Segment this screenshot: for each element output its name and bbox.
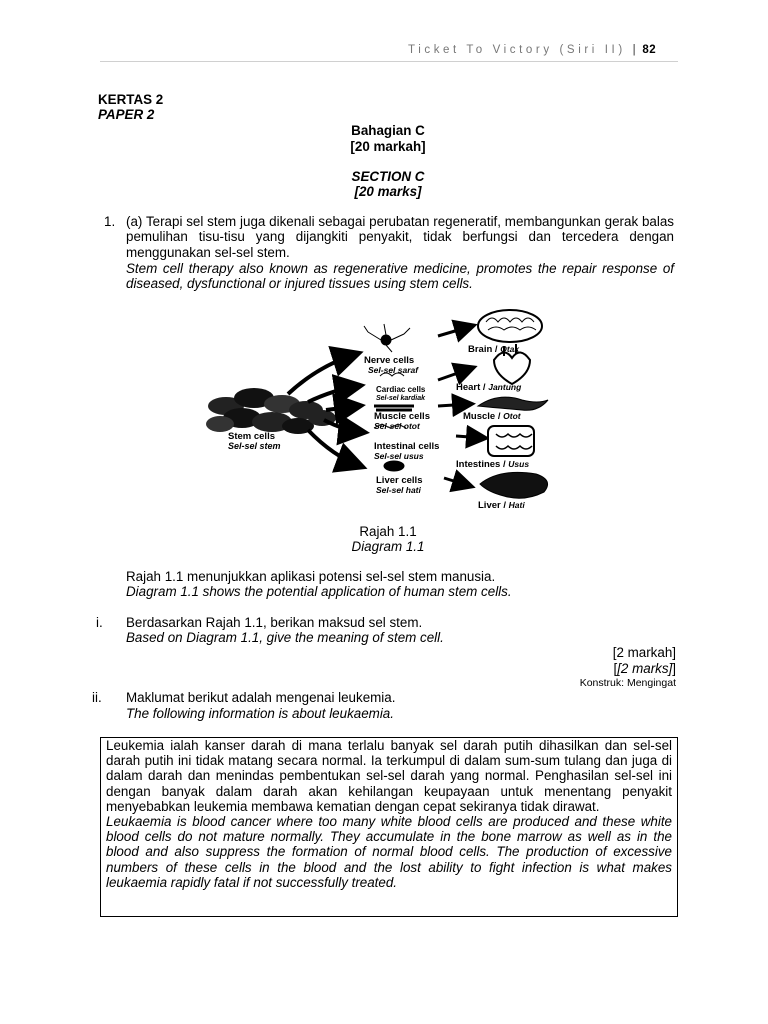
arrow-to-intestines: [456, 436, 484, 438]
intestinal-cells-label: Intestinal cells: [374, 441, 440, 452]
section-title-english: SECTION C: [351, 169, 425, 184]
brain-image: [478, 310, 542, 342]
intestinal-cells-label-malay: Sel-sel usus: [374, 451, 424, 461]
nerve-cell-image: [364, 324, 410, 352]
nerve-cells-label: Nerve cells: [364, 355, 415, 366]
stem-cells-cluster: [206, 388, 336, 434]
muscle-organ-label: Muscle / Otot: [463, 411, 521, 422]
page-number: 82: [642, 44, 657, 56]
section-marks-malay: [20 markah]: [350, 139, 426, 154]
arrow-to-liver: [308, 430, 360, 466]
arrow-to-muscle: [326, 406, 358, 410]
brain-label: Brain / Otak: [468, 344, 520, 355]
diagram-description-malay: Rajah 1.1 menunjukkan aplikasi potensi sel-sel stem manusia.: [126, 569, 496, 584]
muscle-image: [478, 397, 548, 410]
cardiac-cells-label: Cardiac cells: [376, 385, 426, 394]
question-part-a-malay: (a) Terapi sel stem juga dikenali sebagai perubatan regeneratif, membangunkan gerak balas pemulihan tisu-tisu yang dijangkiti penyakit, tidak berfungsi dan tercedera dengan menggunakan sel-sel stem.: [126, 214, 674, 260]
diagram-description-english: Diagram 1.1 shows the potential application of human stem cells.: [126, 584, 512, 599]
section-title-malay: Bahagian C: [351, 123, 425, 138]
leukaemia-info-english: Leukaemia is blood cancer where too many white blood cells are produced and these white blood cells do not mature normally. They accumulate in the bone marrow as well as in the blood and also suppress the formation of normal blood cells. The production of excessive numbers of these cells in the blood and the lost ability to fight infection is what makes leukaemia rapidly fatal if not successfully treated.: [106, 814, 672, 890]
part-i-marks-english: [[2 marks]]: [613, 661, 676, 676]
part-i-numeral: i.: [96, 615, 103, 630]
section-marks-english: [20 marks]: [354, 184, 422, 199]
cardiac-cells-label-malay: Sel-sel kardiak: [376, 395, 426, 402]
liver-cell-image: [384, 461, 404, 471]
paper-label-malay: KERTAS 2: [98, 92, 164, 107]
liver-image: [480, 472, 548, 498]
running-header: [408, 44, 656, 56]
diagram-caption-malay: Rajah 1.1: [359, 524, 417, 539]
arrow-to-brain: [438, 326, 472, 336]
part-ii-question-malay: Maklumat berikut adalah mengenai leukemia.: [126, 690, 396, 705]
part-ii-question-english: The following information is about leukaemia.: [126, 706, 394, 721]
part-i-marks-malay: [2 markah]: [612, 645, 676, 660]
stem-cells-label-malay: Sel-sel stem: [228, 441, 281, 451]
arrow-to-intestinal: [324, 420, 362, 432]
arrow-to-liver-organ: [444, 478, 470, 486]
leukaemia-info-malay: Leukemia ialah kanser darah di mana terlalu banyak sel darah putih dihasilkan dan sel-sel darah putih ini tidak matang secara normal. Ia terkumpul di dalam sum-sum tulang dan juga di dalam darah dan menindas pembentukan sel-sel darah yang normal. Penghasilan sel-sel ini dengan banyak dalam darah akan kehilangan keupayaan untuk menentang penyakit menyebabkan leukemia membawa kematian dengan cepat sekiranya tidak dirawat.: [106, 738, 672, 814]
question-number: 1.: [104, 214, 116, 229]
paper-label-english: PAPER 2: [98, 107, 155, 122]
part-ii-numeral: ii.: [92, 690, 102, 705]
header-rule: [100, 61, 678, 62]
liver-cells-label-malay: Sel-sel hati: [376, 485, 421, 495]
stem-cells-label: Stem cells: [228, 431, 275, 442]
liver-organ-label: Liver / Hati: [478, 500, 525, 511]
part-i-construct: Konstruk: Mengingat: [579, 677, 676, 689]
muscle-cell-image: [374, 406, 414, 410]
question-part-a-english: Stem cell therapy also known as regenerative medicine, promotes the repair response of diseased, dysfunctional or injured tissues using stem cells.: [126, 261, 674, 292]
arrow-to-cardiac: [308, 386, 358, 402]
liver-cells-label: Liver cells: [376, 475, 423, 486]
intestines-label: Intestines / Usus: [456, 459, 530, 470]
intestines-image: [488, 426, 534, 456]
arrow-to-muscle-organ: [438, 404, 470, 406]
part-i-question-english: Based on Diagram 1.1, give the meaning of stem cell.: [126, 630, 444, 645]
muscle-cells-label: Muscle cells: [374, 411, 430, 422]
nerve-cells-label-malay: Sel-sel saraf: [368, 365, 419, 375]
leukaemia-info-box: [100, 737, 678, 917]
stem-cell-diagram: [198, 306, 578, 516]
part-i-question-malay: Berdasarkan Rajah 1.1, berikan maksud sel stem.: [126, 615, 423, 630]
diagram-caption-english: Diagram 1.1: [351, 539, 425, 554]
header-title: Ticket To Victory (Siri II): [408, 44, 626, 56]
heart-label: Heart / Jantung: [456, 382, 522, 393]
header-separator: |: [632, 44, 636, 56]
arrow-to-heart: [438, 368, 472, 380]
muscle-cells-label-malay: Sel-sel otot: [374, 421, 420, 431]
